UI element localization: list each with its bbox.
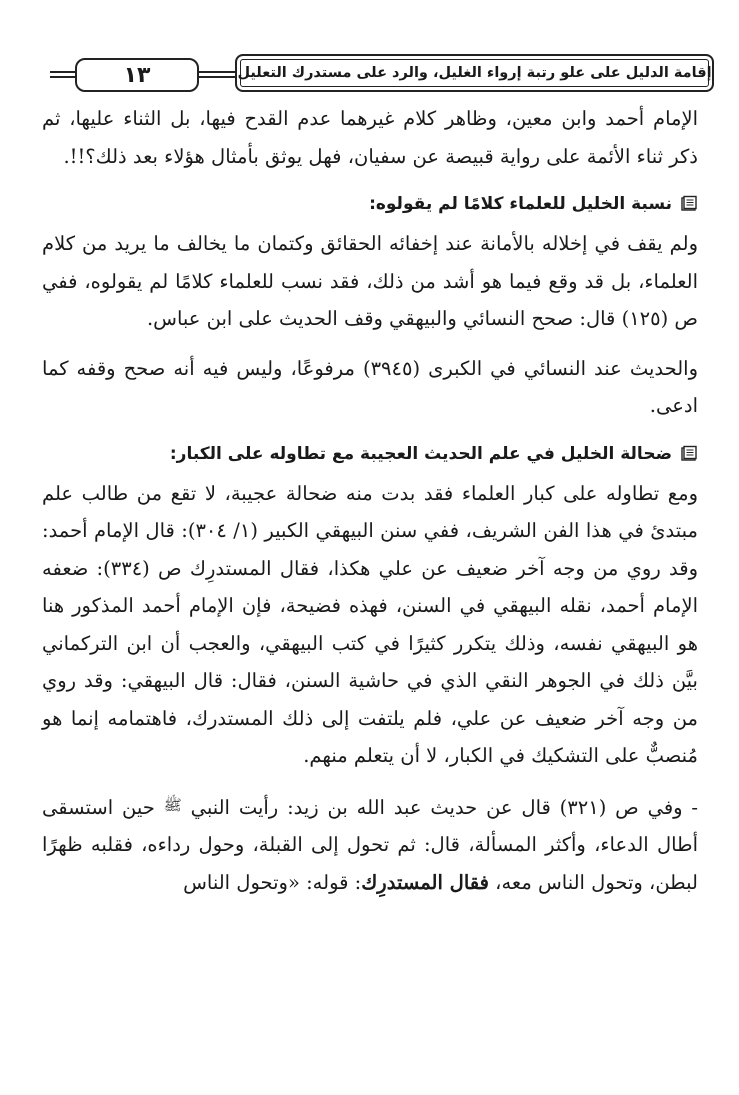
paragraph-5-bold: فقال المستدرِك	[361, 870, 489, 894]
paragraph-2: ولم يقف في إخلاله بالأمانة عند إخفائه الحقائق وكتمان ما يخالف ما يريد من كلام العلماء، بل قد وقع فيما هو أشد من ذلك، فقد نسب للعلماء كلامًا لم يقولوه، ففي ص (١٢٥) قال: صحح النسائي والبيهقي وقف الحديث على ابن عباس.	[42, 232, 698, 330]
section-heading-1-text: نسبة الخليل للعلماء كلامًا لم يقولوه:	[369, 194, 672, 214]
page-body	[42, 100, 698, 901]
page-header	[50, 52, 710, 92]
page-number: ١٣	[75, 58, 199, 92]
book-icon	[680, 195, 698, 213]
paragraph-3: والحديث عند النسائي في الكبرى (٣٩٤٥) مرفوعًا، وليس فيه أنه صحح وقفه كما ادعى.	[42, 356, 698, 417]
paragraph-5-part-a: - وفي ص (٣٢١) قال عن حديث عبد الله بن زيد: رأيت النبي	[190, 795, 699, 819]
paragraph-4: ومع تطاوله على كبار العلماء فقد بدت منه ضحالة عجيبة، لا تقع من طالب علم مبتدئ في هذا الفن الشريف، ففي سنن البيهقي الكبير (١/ ٣٠٤): قال الإمام أحمد: وقد روي من وجه آخر ضعيف عن علي هكذا، فقال المستدرِك ص (٣٣٤): ضعفه الإمام أحمد، نقله البيهقي في السنن، فهذه فضيحة، فإن الإمام أحمد المذكور هنا هو البيهقي نفسه، وذلك يتكرر كثيرًا في كتب البيهقي، والعجب أن ابن التركماني بيَّن ذلك في الجوهر النقي الذي في حاشية السنن، فقال: قال البيهقي: وقد روي من وجه آخر ضعيف عن علي، فلم يلتفت إلى ذلك المستدرك، فاهتمامه إنما هو مُنصبٌّ على التشكيك في الكبار، لا أن يتعلم منهم.	[42, 481, 698, 767]
paragraph-5-part-b: حين استسقى أطال الدعاء، وأكثر المسألة، قال: ثم تحول إلى القبلة، وحول رداءه، فقلبه ظهرًا لبطن، وتحول الناس معه،	[42, 795, 698, 894]
paragraph-5-part-c: : قوله: «وتحول الناس	[183, 870, 362, 894]
paragraph-5	[42, 787, 698, 902]
salutation-glyph: ﷺ	[163, 795, 182, 814]
section-heading-2-text: ضحالة الخليل في علم الحديث العجيبة مع تطاوله على الكبار:	[169, 443, 672, 464]
section-heading-2	[42, 439, 698, 469]
book-title: إقامة الدليل على علو رتبة إرواء الغليل، والرد على مستدرك التعليل	[235, 54, 714, 92]
section-heading-1	[42, 189, 698, 219]
paragraph-1: الإمام أحمد وابن معين، وظاهر كلام غيرهما عدم القدح فيها، بل الثناء عليها، ثم ذكر ثناء الأئمة على رواية قبيصة عن سفيان، فهل يوثق بأمثال هؤلاء بعد ذلك؟!!.	[42, 107, 698, 168]
book-icon	[680, 445, 698, 463]
